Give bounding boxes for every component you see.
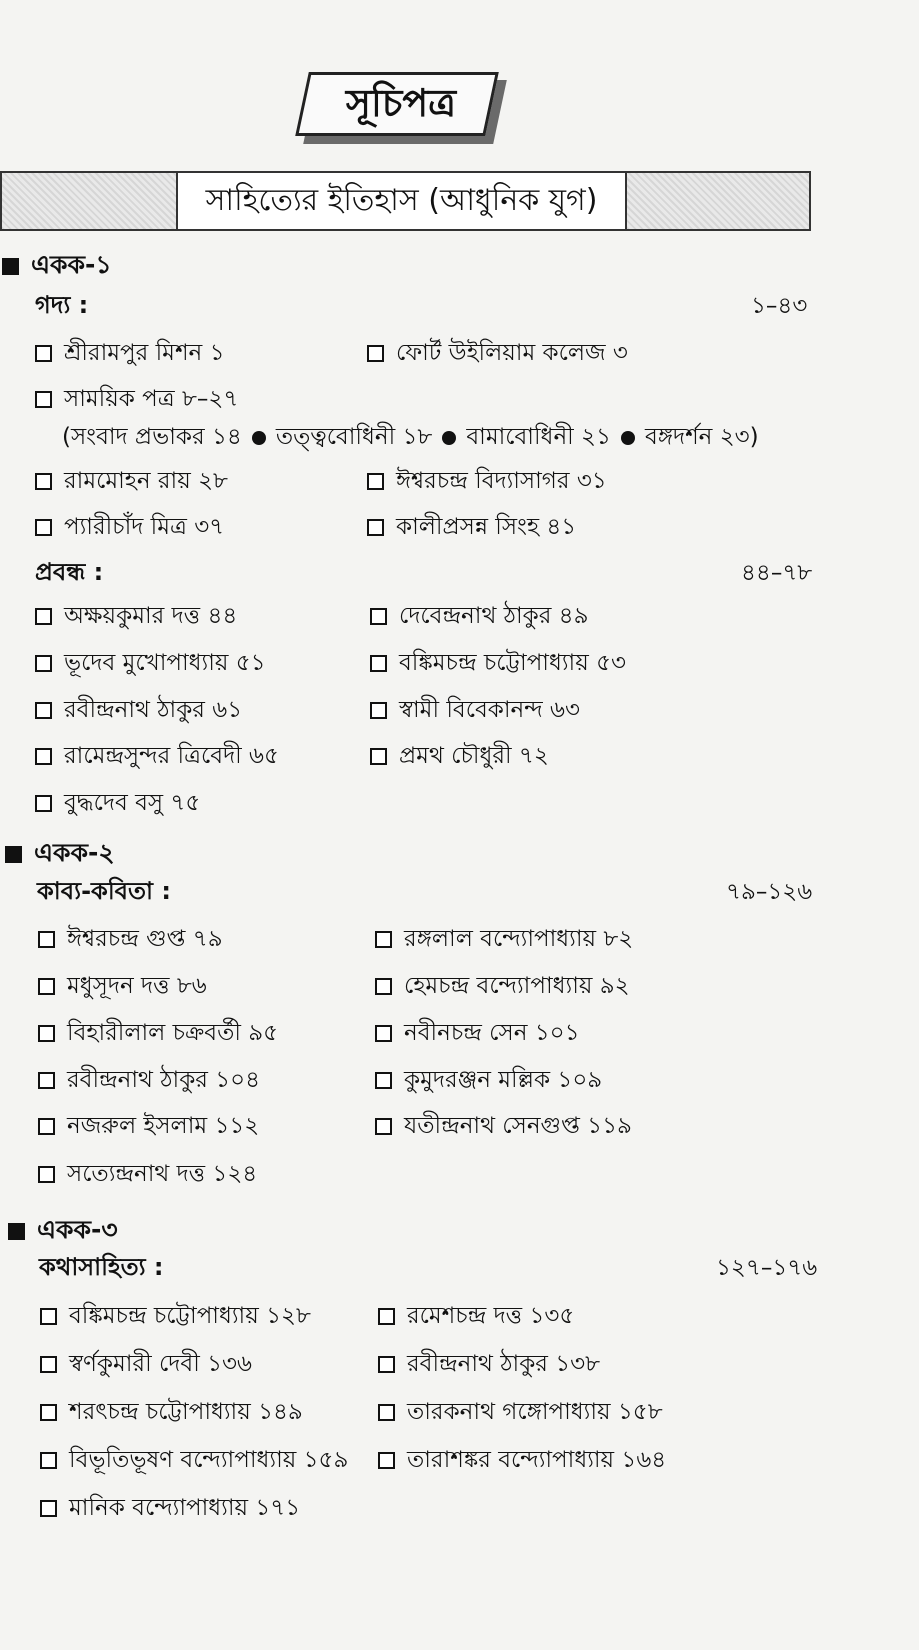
unit-heading <box>2 245 112 288</box>
list-item[interactable]: শ্রীরামপুর মিশন ১ <box>35 334 225 373</box>
group-heading: গদ্য : <box>35 291 89 319</box>
checkbox-icon <box>378 1404 395 1421</box>
checkbox-icon <box>38 931 55 948</box>
list-item[interactable]: রমেশচন্দ্র দত্ত ১৩৫ <box>378 1297 574 1336</box>
checkbox-icon <box>375 978 392 995</box>
list-item[interactable]: স্বর্ণকুমারী দেবী ১৩৬ <box>40 1345 252 1384</box>
checkbox-icon <box>35 473 52 490</box>
page-title: সূচিপত্র <box>345 81 457 125</box>
checkbox-icon <box>35 391 52 408</box>
checkbox-icon <box>375 931 392 948</box>
list-item[interactable]: হেমচন্দ্র বন্দ্যোপাধ্যায় ৯২ <box>375 967 630 1006</box>
list-item[interactable]: তারাশঙ্কর বন্দ্যোপাধ্যায় ১৬৪ <box>378 1441 666 1480</box>
checkbox-icon <box>40 1356 57 1373</box>
list-item[interactable]: রঙ্গলাল বন্দ্যোপাধ্যায় ৮২ <box>375 920 633 959</box>
list-item[interactable]: তারকনাথ গঙ্গোপাধ্যায় ১৫৮ <box>378 1393 663 1432</box>
list-item[interactable]: মধুসূদন দত্ত ৮৬ <box>38 967 207 1006</box>
checkbox-icon <box>378 1308 395 1325</box>
list-item[interactable]: বুদ্ধদেব বসু ৭৫ <box>35 784 200 823</box>
checkbox-icon <box>38 978 55 995</box>
list-item[interactable]: প্যারীচাঁদ মিত্র ৩৭ <box>35 508 224 547</box>
section-title: সাহিত্যের ইতিহাস (আধুনিক যুগ) <box>176 173 627 229</box>
checkbox-icon <box>38 1025 55 1042</box>
checkbox-icon <box>40 1404 57 1421</box>
list-item[interactable]: প্রমথ চৌধুরী ৭২ <box>370 737 549 776</box>
list-item[interactable]: কালীপ্রসন্ন সিংহ ৪১ <box>367 508 576 547</box>
checkbox-icon <box>367 345 384 362</box>
checkbox-icon <box>367 519 384 536</box>
list-item[interactable]: রামেন্দ্রসুন্দর ত্রিবেদী ৬৫ <box>35 737 279 776</box>
checkbox-icon <box>40 1500 57 1517</box>
checkbox-icon <box>38 1118 55 1135</box>
checkbox-icon <box>35 655 52 672</box>
square-bullet-icon <box>5 846 22 863</box>
checkbox-icon <box>35 608 52 625</box>
checkbox-icon <box>370 748 387 765</box>
list-item[interactable]: বিহারীলাল চক্রবর্তী ৯৫ <box>38 1014 278 1053</box>
unit-heading <box>5 833 115 876</box>
list-item[interactable]: সত্যেন্দ্রনাথ দত্ত ১২৪ <box>38 1155 257 1194</box>
section-bar-left-pattern <box>2 173 176 229</box>
list-item[interactable]: রবীন্দ্রনাথ ঠাকুর ৬১ <box>35 691 242 730</box>
list-item[interactable]: ঈশ্বরচন্দ্র বিদ্যাসাগর ৩১ <box>367 462 607 501</box>
checkbox-icon <box>370 702 387 719</box>
square-bullet-icon <box>8 1223 25 1240</box>
checkbox-icon <box>378 1356 395 1373</box>
list-item[interactable]: রামমোহন রায় ২৮ <box>35 462 228 501</box>
checkbox-icon <box>35 345 52 362</box>
checkbox-icon <box>375 1118 392 1135</box>
checkbox-icon <box>40 1308 57 1325</box>
list-item[interactable]: সাময়িক পত্র ৮–২৭ <box>35 380 238 419</box>
checkbox-icon <box>35 748 52 765</box>
checkbox-icon <box>367 473 384 490</box>
bullet-dot-icon <box>252 431 266 445</box>
group-heading: কথাসাহিত্য : <box>39 1253 164 1281</box>
list-item[interactable]: রবীন্দ্রনাথ ঠাকুর ১৩৮ <box>378 1345 600 1384</box>
list-item[interactable]: ফোর্ট উইলিয়াম কলেজ ৩ <box>367 334 628 373</box>
checkbox-icon <box>378 1452 395 1469</box>
list-item[interactable]: দেবেন্দ্রনাথ ঠাকুর ৪৯ <box>370 597 589 636</box>
list-item[interactable]: স্বামী বিবেকানন্দ ৬৩ <box>370 691 580 730</box>
checkbox-icon <box>38 1072 55 1089</box>
checkbox-icon <box>370 655 387 672</box>
list-item[interactable]: নজরুল ইসলাম ১১২ <box>38 1107 259 1146</box>
title-banner <box>302 72 508 152</box>
checkbox-icon <box>375 1025 392 1042</box>
page-range: ১–৪৩ <box>751 293 808 319</box>
list-item[interactable]: শরৎচন্দ্র চট্টোপাধ্যায় ১৪৯ <box>40 1393 303 1432</box>
list-item[interactable]: নবীনচন্দ্র সেন ১০১ <box>375 1014 580 1053</box>
unit-label: একক-৩ <box>37 1215 118 1244</box>
group-heading: প্রবন্ধ : <box>35 558 104 586</box>
list-item[interactable]: যতীন্দ্রনাথ সেনগুপ্ত ১১৯ <box>375 1107 632 1146</box>
checkbox-icon <box>35 795 52 812</box>
page-range: ১২৭–১৭৬ <box>716 1255 818 1281</box>
checkbox-icon <box>35 702 52 719</box>
checkbox-icon <box>38 1166 55 1183</box>
list-item[interactable]: কুমুদরঞ্জন মল্লিক ১০৯ <box>375 1061 602 1100</box>
section-header-bar <box>0 171 811 231</box>
unit-label: একক-১ <box>31 250 112 279</box>
unit-label: একক-২ <box>34 838 115 867</box>
periodicals-note: (সংবাদ প্রভাকর ১৪ তত্ত্ববোধিনী ১৮ বামাবোধিনী ২১ বঙ্গদর্শন ২৩) <box>62 424 759 450</box>
bullet-dot-icon <box>621 431 635 445</box>
unit-heading <box>8 1210 118 1253</box>
bullet-dot-icon <box>442 431 456 445</box>
list-item[interactable]: বঙ্কিমচন্দ্র চট্টোপাধ্যায় ৫৩ <box>370 644 626 683</box>
checkbox-icon <box>375 1072 392 1089</box>
checkbox-icon <box>40 1452 57 1469</box>
list-item[interactable]: ভূদেব মুখোপাধ্যায় ৫১ <box>35 644 266 683</box>
list-item[interactable]: বঙ্কিমচন্দ্র চট্টোপাধ্যায় ১২৮ <box>40 1297 311 1336</box>
page-range: ৭৯–১২৬ <box>726 879 813 905</box>
square-bullet-icon <box>2 258 19 275</box>
list-item[interactable]: বিভূতিভূষণ বন্দ্যোপাধ্যায় ১৫৯ <box>40 1441 348 1480</box>
group-heading: কাব্য-কবিতা : <box>37 877 171 905</box>
page-range: ৪৪–৭৮ <box>741 560 813 586</box>
checkbox-icon <box>370 608 387 625</box>
checkbox-icon <box>35 519 52 536</box>
list-item[interactable]: অক্ষয়কুমার দত্ত ৪৪ <box>35 597 237 636</box>
list-item[interactable]: মানিক বন্দ্যোপাধ্যায় ১৭১ <box>40 1489 300 1528</box>
section-bar-right-pattern <box>627 173 809 229</box>
list-item[interactable]: রবীন্দ্রনাথ ঠাকুর ১০৪ <box>38 1061 260 1100</box>
list-item[interactable]: ঈশ্বরচন্দ্র গুপ্ত ৭৯ <box>38 920 223 959</box>
